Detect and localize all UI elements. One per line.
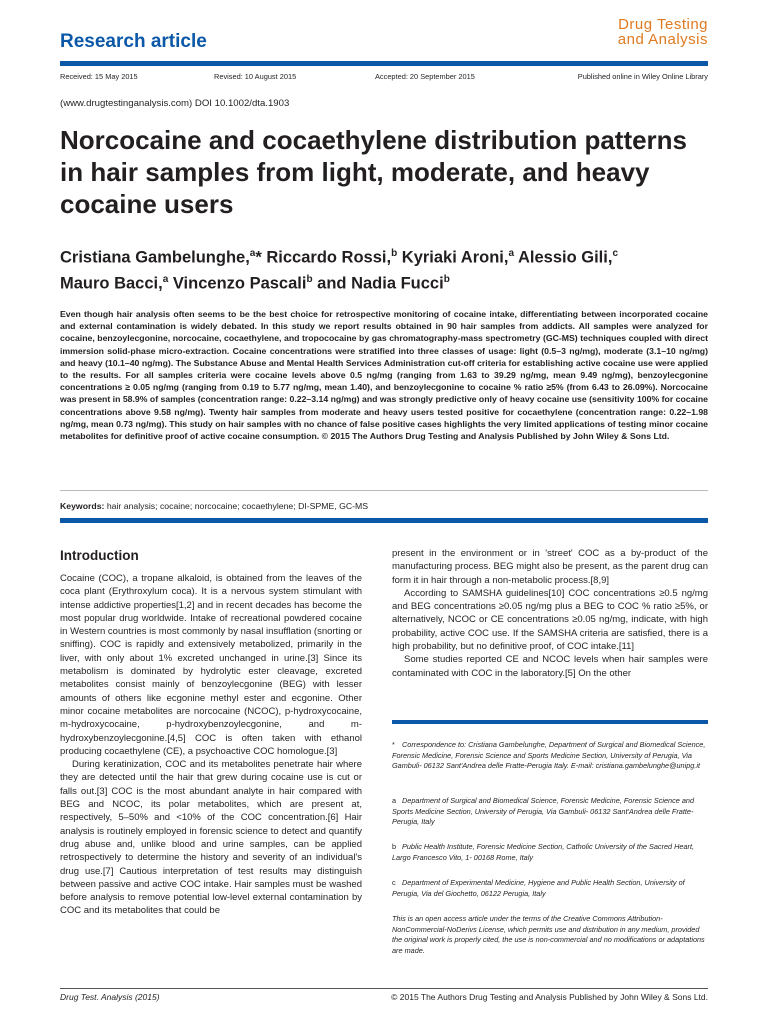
correspondence-footnote (392, 740, 708, 772)
header-rule (60, 61, 708, 66)
paragraph: According to SAMSHA guidelines[10] COC concentrations ≥0.5 ng/mg and BEG concentrations ≥0.05 ng/mg plus a BEG to COC % ratio ≥5%, or alternatively, NCOC or CE concentrations ≥0.05 ng/mg, indicate, with high probability, active COC use. If the SAMSHA criteria are satisfied, there is a high probability, but no definitive proof, of COC intake.[11] (392, 587, 708, 653)
keywords-label: Keywords: (60, 501, 105, 511)
footer-copyright: © 2015 The Authors Drug Testing and Analysis Published by John Wiley & Sons Ltd. (391, 992, 708, 1002)
journal-logo (618, 17, 708, 47)
footnote-text: Correspondence to: Cristiana Gambelunghe, Department of Surgical and Biomedical Science, Forensic Medicine, Forensic Science and Sports Medicine Section, University of Perugia, Via Gambuli- 06132 Sant'Andrea delle Fratte-Perugia Italy. E-mail: cristiana.gambelunghe@unipg.it (392, 740, 706, 770)
affiliation-c (392, 878, 708, 899)
author-name: and Nadia Fucci (312, 274, 444, 292)
published-note: Published online in Wiley Online Library (577, 72, 708, 81)
affiliation-mark: a (508, 248, 515, 259)
author-name: * Riccardo Rossi, (255, 248, 392, 267)
footnote-rule (392, 720, 708, 724)
author-name: Vincenzo Pascali (168, 274, 307, 292)
footer-citation: Drug Test. Analysis (2015) (60, 992, 160, 1002)
article-type-label: Research article (60, 31, 207, 52)
journal-name-line1: Drug Testing (618, 16, 708, 33)
affiliation-a (392, 796, 708, 828)
footnote-mark: b (392, 842, 397, 851)
doi-line: (www.drugtestinganalysis.com) DOI 10.1002/dta.1903 (60, 98, 290, 109)
footnote-text: Department of Surgical and Biomedical Science, Forensic Medicine, Forensic Science and Sports Medicine Section, University of Perugia, Via Gambuli- 06132 Sant'Andrea delle Fratte-Perugia, Italy (392, 796, 695, 826)
left-column (60, 572, 362, 918)
accepted-date: Accepted: 20 September 2015 (375, 72, 475, 81)
journal-name-line2: and Analysis (617, 31, 708, 48)
article-title: Norcocaine and cocaethylene distribution patterns in hair samples from light, moderate, and heavy cocaine users (60, 125, 688, 219)
paragraph: Cocaine (COC), a tropane alkaloid, is obtained from the leaves of the coca plant (Erythroxylum coca). It is a nervous system stimulant with intense addictive properties[1,2] and in recent decades has become the most popular drug worldwide. Intake of recreational powdered cocaine in Western countries is most commonly by nasal insufflation (snorting or sniffing). COC is rapidly and extensively metabolized, primarily in the liver, with only about 1% excreted unchanged in urine.[3] Since its metabolism is dominated by hydrolytic ester cleavage, excreted metabolites consist mainly of benzoylecgonine (BEG) with lesser amounts of others like ecgonine methyl ester and ecgonine. Other minor cocaine metabolites are norcocaine (NCOC), p-hydroxycocaine, m-hydroxycocaine, p-hydroxybenzoylecgonine, and m-hydroxybenzoylecgonine.[4,5] COC is often taken with ethanol producing cocaethylene (CE), a psychoactive COC homologue.[3] (60, 573, 362, 757)
affiliation-mark: a (162, 273, 169, 285)
footnote-mark: * (392, 740, 395, 749)
affiliation-mark: c (612, 248, 618, 259)
keywords-list: hair analysis; cocaine; norcocaine; cocaethylene; DI-SPME, GC-MS (104, 501, 369, 511)
keywords-rule (60, 490, 708, 491)
author-name: Cristiana Gambelunghe, (60, 248, 250, 267)
footnote-mark: a (392, 796, 397, 805)
author-name: Alessio Gili, (514, 248, 613, 267)
revised-date: Revised: 10 August 2015 (214, 72, 297, 81)
footnote-text: Public Health Institute, Forensic Medicine Section, Catholic University of the Sacred Heart, Largo Francesco Vito, 1- 00168 Rome, Italy (392, 842, 695, 862)
affiliation-b (392, 842, 708, 863)
author-name: Kyriaki Aroni, (397, 248, 509, 267)
footnote-mark: c (392, 878, 396, 887)
affiliation-mark: b (306, 273, 313, 285)
paragraph: Some studies reported CE and NCOC levels when hair samples were contaminated with COC in the laboratory.[5] On the other (392, 654, 708, 679)
paragraph: During keratinization, COC and its metabolites penetrate hair where they are detected until the hair that grew during cocaine use is cut or falls out.[3] COC is the most abundant analyte in hair compared with BEG and NCOC, its polar metabolites, which are present at, respectively, 5–50% and <10% of the COC concentration.[6] Hair analysis is routinely employed in forensic science to detect and quantify drug abuse and, unlike blood and urine samples, can be applied retrospectively to determine the history and severity of an individual's drug use.[7] Cautious interpretation of test results may distinguish between passive and active COC intake. Hair samples must be washed before analysis to remove potential low-level external contamination by COC and its metabolites that could be (60, 759, 362, 917)
introduction-heading: Introduction (60, 548, 139, 563)
keywords-line (60, 501, 368, 511)
affiliation-mark: b (443, 273, 450, 285)
section-rule (60, 518, 708, 523)
license-note: This is an open access article under the terms of the Creative Commons Attribution-NonCommercial-NoDerivs License, which permits use and distribution in any medium, provided the original work is properly cited, the use is non-commercial and no modifications or adaptations are made. (392, 914, 705, 955)
author-list (60, 243, 710, 294)
paragraph: present in the environment or in 'street' COC as a by-product of the manufacturing process. BEG might also be present, as the parent drug can form it in hair through a non-metabolic process.[8,9] (392, 548, 708, 586)
affiliation-mark: a (249, 248, 256, 259)
right-column (392, 547, 708, 680)
footnote-text: Department of Experimental Medicine, Hygiene and Public Health Section, University of Perugia, Via del Giochetto, 06122 Perugia, Italy (392, 878, 685, 898)
footer-rule (60, 988, 708, 989)
abstract: Even though hair analysis often seems to be the best choice for retrospective monitoring of cocaine intake, differentiating between incorporated cocaine and external contamination is widely debated. In this study we report results obtained in 90 hair samples from addicts. All samples were analyzed for cocaine, benzoylecgonine, norcocaine, cocaethylene, and tropococaine by gas chromatography-mass spectrometry (GC-MS) techniques coupled with direct immersion solid-phase micro-extraction. Cocaine concentrations were stratified into three classes of usage: light (0.5–3 ng/mg), moderate (3.1–10 ng/mg) and heavy (10.1–40 ng/mg). The Substance Abuse and Mental Health Services Administration cut-off criteria for establishing active cocaine use were applied to the results. For all samples criteria were cocaine levels above 0.5 ng/mg (ranging from 1.63 to 39.29 ng/mg, mean 9.49 ng/mg), benzoylecgonine concentrations ≥ 0.05 ng/mg (ranging from 0.19 to 5.77 ng/mg, mean 1.40), and benzoylecgonine to cocaine % ratio ≥5% (from 6.43 to 26.09%). Norcocaine was present in 58.9% of samples (concentration range: 0.22–3.14 ng/mg) and was strongly predictive only of heavy cocaine use (sensitivity 100% for cocaine concentrations above 9.58 ng/mg). Twenty hair samples from moderate and heavy users tested positive for cocaethylene (concentration range: 0.22–1.98 ng/mg, mean 0.73 ng/mg). This study on hair samples with no chance of false positive cases highlights the very limited applications of testing minor cocaine metabolites for definitive proof of active cocaine consumption. © 2015 The Authors Drug Testing and Analysis Published by John Wiley & Sons Ltd. (60, 309, 708, 442)
author-name: Mauro Bacci, (60, 274, 163, 292)
affiliation-mark: b (391, 248, 398, 259)
received-date: Received: 15 May 2015 (60, 72, 138, 81)
